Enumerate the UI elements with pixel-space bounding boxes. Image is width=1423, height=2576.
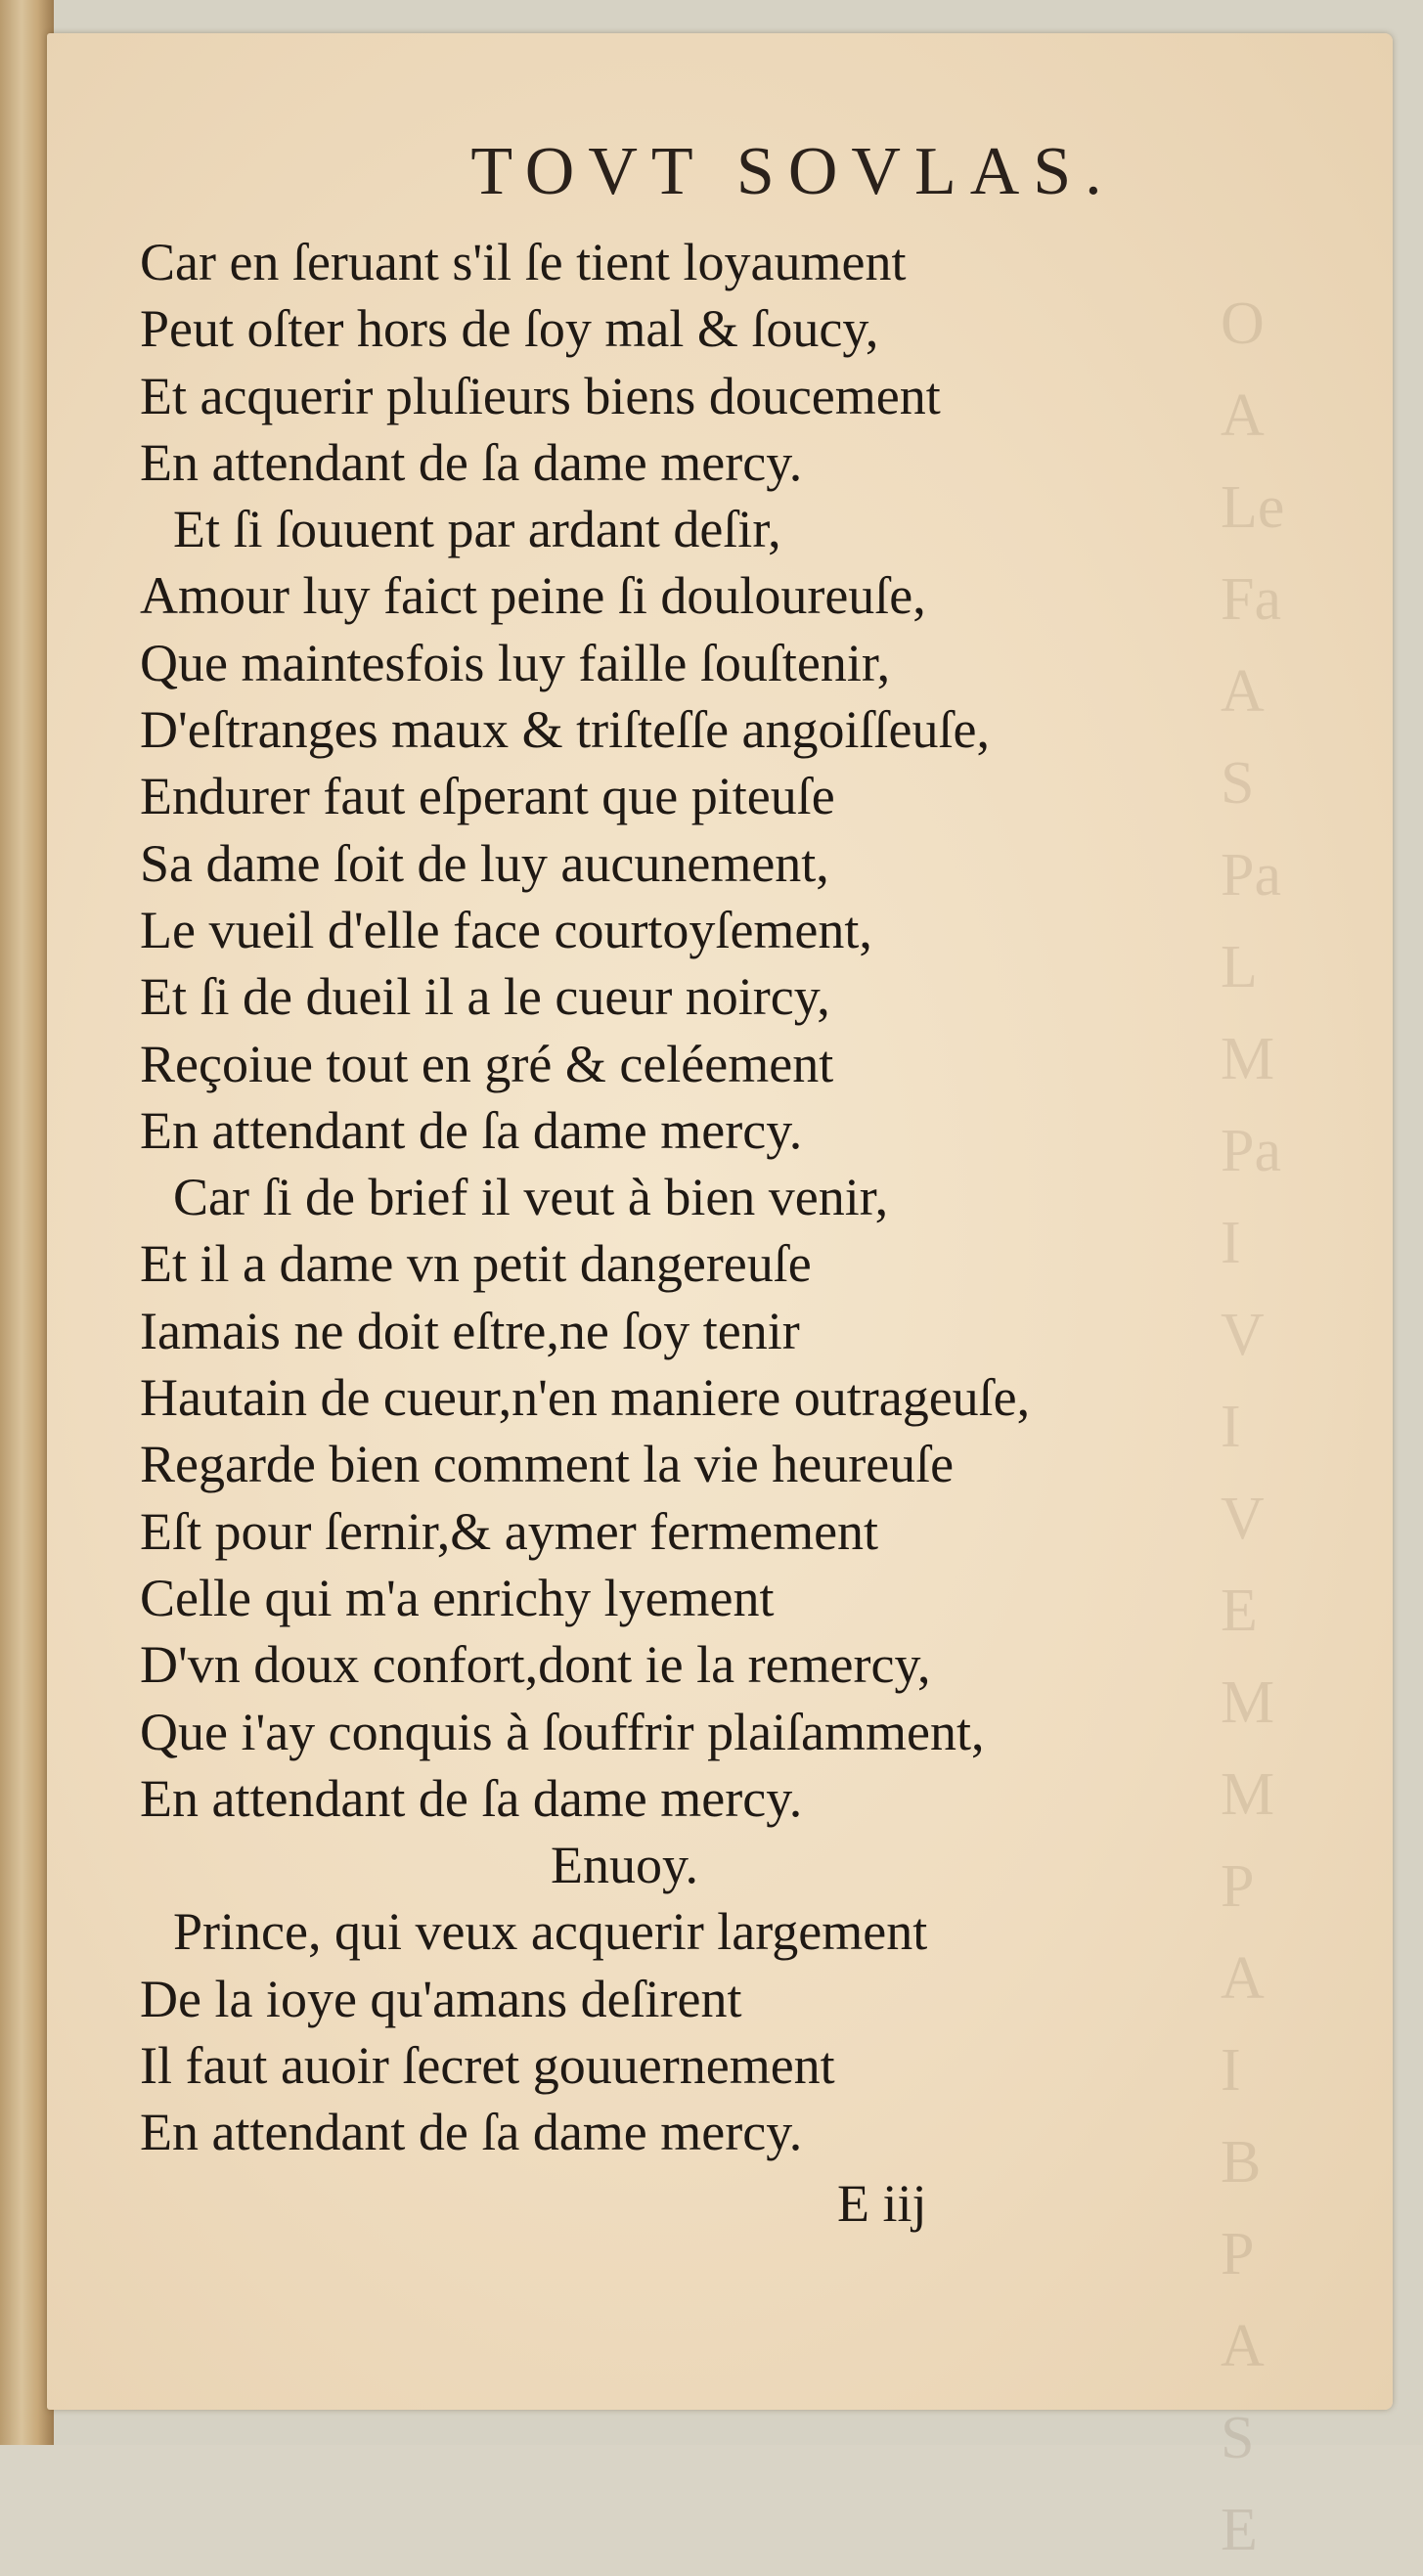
poem-line: D'vn doux confort,dont ie la remercy, [140,1635,931,1695]
poem-line: En attendant de ſa dame mercy. [140,1768,803,1828]
poem-line: Iamais ne doit eſtre,ne ſoy tenir [140,1301,800,1360]
poem-line: Regarde bien comment la vie heureuſe [140,1435,955,1494]
poem-line: En attendant de ſa dame mercy. [140,2103,803,2162]
poem-line: Car ſi de brief il veut à bien venir, [173,1168,889,1227]
poem-line: Endurer faut eſperant que piteuſe [140,767,835,826]
poem-line: Et ſi de dueil il a le cueur noircy, [140,967,830,1027]
poem-line: Sa dame ſoit de luy aucunement, [140,833,829,893]
poem-line: Amour luy faict peine ſi douloureuſe, [140,566,926,626]
book-page: O A Le Fa A S Pa L M Pa I V I V E M M P A I B P A S E TOVT SOVLAS. Car en ſeruant s'il ſe tient loyaument Peut oſter hors de ſoy mal & ſoucy, Et acquerir pluſieurs biens doucement En attendant de ſa dame mercy. Et ſi ſouuent par ardant deſir, Amour luy faict peine ſi douloureuſe, Que maintesfois luy faille ſouſtenir, D'eſtranges maux & triſteſſe angoiſſeuſe, Endurer faut eſperant que piteuſe Sa dame ſoit de luy aucunement, Le vueil d'elle face courtoyſement, Et ſi de dueil il a le cueur noircy, Reçoiue tout en gré & celéement En attendant de ſa dame mercy. Car ſi de brief il veut à bien venir, Et il a dame vn petit dangereuſe Iamais ne doit eſtre,ne ſoy tenir Hautain de cueur,n'en maniere outrageuſe, Regarde bien comment la vie heureuſe Eſt pour ſernir,& aymer fermement Celle qui m'a enrichy lyement D'vn doux confort,dont ie la remercy, Que i'ay conquis à ſouffrir plaiſamment, En attendant de ſa dame mercy. Enuoy. Prince, qui veux acquerir largement De la ioye qu'amans deſirent Il faut auoir ſecret gouuernement En attendant de ſa dame mercy. E iij [47,33,1393,2410]
poem-line: Et ſi ſouuent par ardant deſir, [173,500,781,559]
poem-line: Car en ſeruant s'il ſe tient loyaument [140,233,907,291]
poem-line: Et il a dame vn petit dangereuſe [140,1234,812,1294]
poem-line: Reçoiue tout en gré & celéement [140,1034,834,1093]
poem-line: Prince, qui veux acquerir largement [173,1902,928,1962]
envoi-heading: Enuoy. [551,1836,698,1895]
poem-line: De la ioye qu'amans deſirent [140,1969,742,2028]
poem-line: Le vueil d'elle face courtoyſement, [140,900,872,959]
poem-line: Peut oſter hors de ſoy mal & ſoucy, [140,299,879,359]
poem-line: Que i'ay conquis à ſouffrir plaiſamment, [140,1702,985,1761]
poem-line: Celle qui m'a enrichy lyement [140,1568,775,1627]
poem-line: Eſt pour ſernir,& aymer fermement [140,1501,879,1561]
book-spine [0,0,54,2445]
poem-line: D'eſtranges maux & triſteſſe angoiſſeuſe, [140,700,990,760]
poem-line: En attendant de ſa dame mercy. [140,1100,803,1160]
poem-text [140,229,1265,2166]
poem-line: Il faut auoir ſecret gouuernement [140,2036,835,2096]
poem-line: Que maintesfois luy faille ſouſtenir, [140,633,891,692]
poem-line: Hautain de cueur,n'en maniere outrageuſe, [140,1368,1031,1428]
running-header: TOVT SOVLAS. [470,134,1116,209]
poem-line: En attendant de ſa dame mercy. [140,432,803,492]
show-through-text: O A Le Fa A S Pa L M Pa I V I V E M M P A I B P A S E [1221,290,1285,2563]
poem-line: Et acquerir pluſieurs biens doucement [140,366,941,425]
